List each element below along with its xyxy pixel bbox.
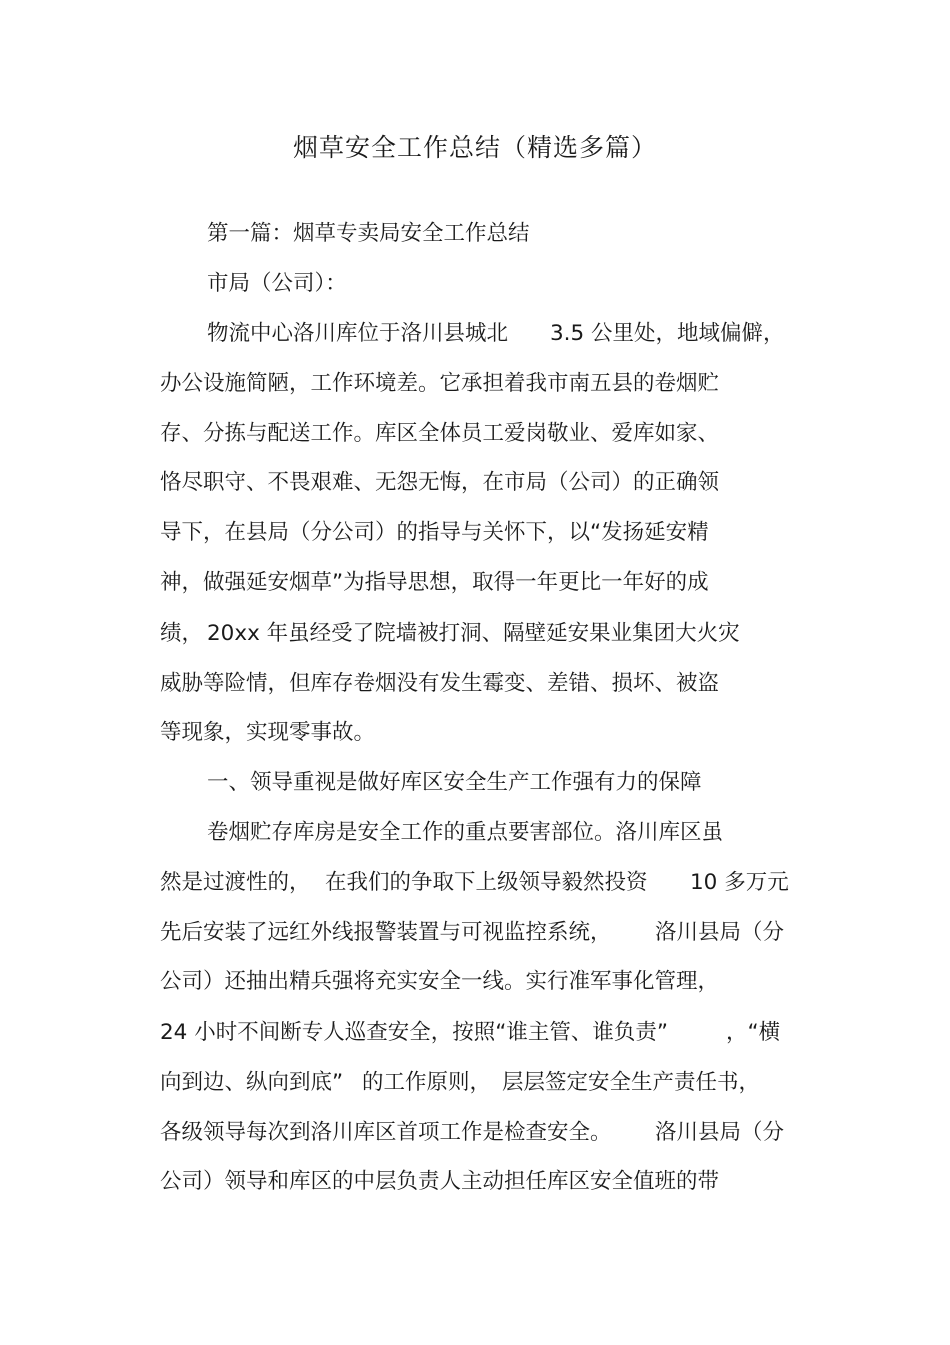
section-heading: 一、领导重视是做好库区安全生产工作强有力的保障 bbox=[207, 770, 702, 795]
paragraph-line: 各级领导每次到洛川库区首项工作是检查安全。 bbox=[160, 1120, 612, 1145]
paragraph-line: 神，做强延安烟草”为指导思想，取得一年更比一年好的成 bbox=[160, 570, 709, 595]
salutation: 市局（公司）： bbox=[207, 271, 347, 296]
paragraph-line: 洛川县局（分 bbox=[655, 1120, 785, 1145]
paragraph-line: 恪尽职守、不畏艰难、无怨无悔，在市局（公司）的正确领 bbox=[160, 470, 720, 495]
paragraph-line: 层层签定安全生产责任书， bbox=[502, 1070, 761, 1095]
paragraph-line: 10 多万元 bbox=[690, 870, 789, 895]
section-heading: 第一篇：烟草专卖局安全工作总结 bbox=[207, 221, 530, 246]
paragraph-line: 然是过渡性的， bbox=[160, 870, 311, 895]
paragraph-line: 公司）领导和库区的中层负责人主动担任库区安全值班的带 bbox=[160, 1169, 720, 1194]
paragraph-line: ，“横 bbox=[726, 1020, 781, 1045]
paragraph-line: 24 小时不间断专人巡查安全，按照“谁主管、谁负责” bbox=[160, 1020, 668, 1045]
paragraph-line: 物流中心洛川库位于洛川县城北 bbox=[207, 321, 509, 346]
paragraph-line: 先后安装了远红外线报警装置与可视监控系统， bbox=[160, 920, 612, 945]
paragraph-line: 在我们的争取下上级领导毅然投资 bbox=[325, 870, 648, 895]
paragraph-line: 公司）还抽出精兵强将充实安全一线。实行准军事化管理， bbox=[160, 969, 720, 994]
paragraph-line: 等现象，实现零事故。 bbox=[160, 720, 376, 745]
paragraph-line: 20xx 年虽经受了院墙被打洞、隔壁延安果业集团大火灾 bbox=[207, 621, 740, 646]
paragraph-line: 导下，在县局（分公司）的指导与关怀下，以“发扬延安精 bbox=[160, 520, 709, 545]
paragraph-line: 存、分拣与配送工作。库区全体员工爱岗敬业、爱库如家、 bbox=[160, 421, 720, 446]
paragraph-line: 向到边、纵向到底” bbox=[160, 1070, 344, 1095]
paragraph-line: 办公设施简陋，工作环境差。它承担着我市南五县的卷烟贮 bbox=[160, 371, 720, 396]
document-title: 烟草安全工作总结（精选多篇） bbox=[292, 133, 657, 162]
paragraph-line: 洛川县局（分 bbox=[655, 920, 785, 945]
paragraph-line: 的工作原则， bbox=[362, 1070, 492, 1095]
paragraph-line: 卷烟贮存库房是安全工作的重点要害部位。洛川库区虽 bbox=[207, 820, 724, 845]
paragraph-line: 威胁等险情，但库存卷烟没有发生霉变、差错、损坏、被盗 bbox=[160, 671, 720, 696]
paragraph-line: 绩， bbox=[160, 621, 204, 646]
paragraph-line: 3.5 公里处，地域偏僻， bbox=[550, 321, 785, 346]
